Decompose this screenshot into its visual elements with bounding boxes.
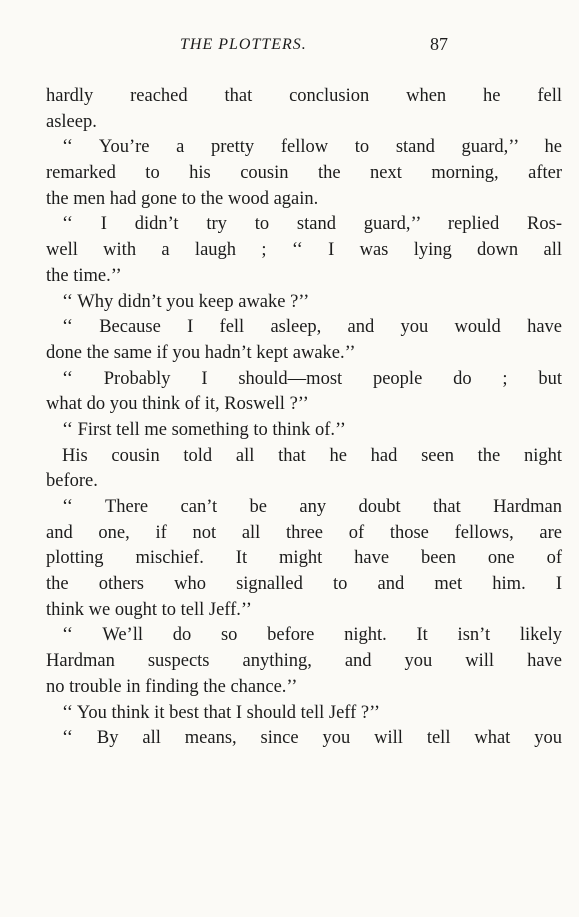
text-line: no trouble in finding the chance.’’	[46, 676, 298, 697]
text-line: ‘‘ Why didn’t you keep awake ?’’	[62, 291, 310, 312]
text-line: done the same if you hadn’t kept awake.’’	[46, 342, 356, 363]
text-line: well with a laugh ; ‘‘ I was lying down all	[46, 240, 562, 261]
text-line: remarked to his cousin the next morning, after	[46, 163, 562, 184]
text-line: ‘‘ By all means, since you will tell what you	[62, 728, 562, 749]
page-number: 87	[430, 34, 448, 54]
text-line: Hardman suspects anything, and you will have	[46, 651, 562, 672]
text-line: the time.’’	[46, 265, 122, 286]
text-line: hardly reached that conclusion when he fell	[46, 86, 562, 106]
text-line: ‘‘ Probably I should—most people do ; but	[62, 368, 562, 389]
text-line: before.	[46, 471, 98, 492]
text-line: think we ought to tell Jeff.’’	[46, 599, 252, 620]
text-line: ‘‘ I didn’t try to stand guard,’’ replied Ros-	[62, 214, 562, 235]
text-line: ‘‘ Because I fell asleep, and you would have	[62, 317, 562, 338]
text-line: His cousin told all that he had seen the night	[62, 445, 562, 466]
text-line: the men had gone to the wood again.	[46, 188, 319, 209]
text-line: plotting mischief. It might have been one of	[46, 548, 562, 569]
text-line: ‘‘ You think it best that I should tell Jeff ?’’	[62, 702, 381, 723]
text-line: ‘‘ We’ll do so before night. It isn’t likely	[62, 625, 562, 646]
text-line: the others who signalled to and met him. I	[46, 574, 562, 595]
body-text	[46, 84, 562, 752]
text-line: asleep.	[46, 111, 97, 132]
page-header	[0, 34, 579, 58]
text-line: and one, if not all three of those fellows, are	[46, 522, 562, 543]
running-title: THE PLOTTERS.	[180, 36, 307, 53]
text-line: ‘‘ There can’t be any doubt that Hardman	[62, 497, 562, 517]
text-line: ‘‘ First tell me something to think of.’’	[62, 419, 346, 440]
text-line: what do you think of it, Roswell ?’’	[46, 394, 309, 415]
text-line: ‘‘ You’re a pretty fellow to stand guard,’’ he	[62, 137, 562, 158]
